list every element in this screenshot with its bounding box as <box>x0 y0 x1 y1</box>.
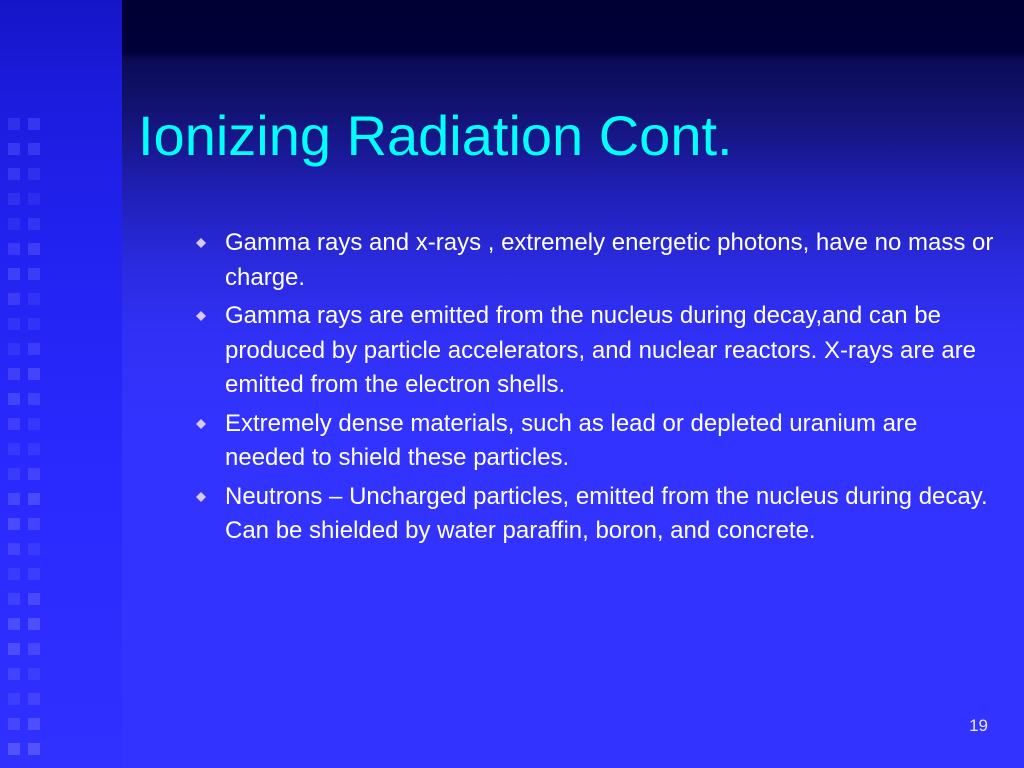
decorative-square <box>28 293 40 305</box>
decorative-square <box>8 193 20 205</box>
decorative-square <box>28 668 40 680</box>
decorative-square <box>28 618 40 630</box>
decorative-square <box>28 693 40 705</box>
decorative-square <box>8 668 20 680</box>
decorative-square <box>8 168 20 180</box>
decorative-square <box>28 493 40 505</box>
bullet-item <box>194 299 998 403</box>
decorative-square <box>8 543 20 555</box>
decorative-square <box>28 168 40 180</box>
decorative-square <box>8 368 20 380</box>
decorative-square <box>28 568 40 580</box>
decorative-square <box>8 443 20 455</box>
decorative-square-grid <box>0 118 40 768</box>
decorative-square <box>28 218 40 230</box>
decorative-square <box>8 418 20 430</box>
decorative-square <box>8 468 20 480</box>
bullet-text: Neutrons – Uncharged particles, emitted from the nucleus during decay. Can be shielded by water paraffin, boron, and concrete. <box>225 482 988 544</box>
decorative-square <box>8 493 20 505</box>
decorative-square <box>28 368 40 380</box>
decorative-square <box>8 593 20 605</box>
diamond-bullet-icon <box>196 311 206 321</box>
decorative-square <box>8 518 20 530</box>
decorative-square <box>8 293 20 305</box>
decorative-square <box>28 243 40 255</box>
decorative-square <box>28 318 40 330</box>
decorative-square <box>8 218 20 230</box>
decorative-square <box>8 343 20 355</box>
left-decorative-panel <box>0 0 122 768</box>
decorative-square <box>28 468 40 480</box>
bullet-item <box>194 226 998 295</box>
diamond-bullet-icon <box>196 238 206 248</box>
slide-number: 19 <box>969 716 988 735</box>
decorative-square <box>28 268 40 280</box>
bullet-list <box>194 226 998 553</box>
decorative-square <box>8 318 20 330</box>
decorative-square <box>8 618 20 630</box>
decorative-square <box>28 593 40 605</box>
bullet-item <box>194 407 998 476</box>
decorative-square <box>28 743 40 755</box>
decorative-square <box>28 343 40 355</box>
decorative-square <box>8 643 20 655</box>
decorative-square <box>8 393 20 405</box>
decorative-square <box>28 118 40 130</box>
decorative-square <box>8 243 20 255</box>
decorative-square <box>8 693 20 705</box>
slide-title: Ionizing Radiation Cont. <box>138 104 733 167</box>
decorative-square <box>28 418 40 430</box>
decorative-square <box>8 568 20 580</box>
decorative-square <box>8 118 20 130</box>
bullet-item <box>194 480 998 549</box>
decorative-square <box>28 643 40 655</box>
decorative-square <box>8 718 20 730</box>
diamond-bullet-icon <box>196 492 206 502</box>
decorative-square <box>28 518 40 530</box>
decorative-square <box>28 718 40 730</box>
decorative-square <box>28 193 40 205</box>
bullet-text: Extremely dense materials, such as lead or depleted uranium are needed to shield these particles. <box>225 409 918 471</box>
decorative-square <box>8 268 20 280</box>
decorative-square <box>28 393 40 405</box>
decorative-square <box>28 543 40 555</box>
decorative-square <box>28 443 40 455</box>
decorative-square <box>28 143 40 155</box>
bullet-text: Gamma rays are emitted from the nucleus during decay,and can be produced by particle accelerators, and nuclear reactors. X-rays are are emitted from the electron shells. <box>225 302 977 398</box>
diamond-bullet-icon <box>196 419 206 429</box>
decorative-square <box>8 743 20 755</box>
decorative-square <box>8 143 20 155</box>
bullet-text: Gamma rays and x-rays , extremely energetic photons, have no mass or charge. <box>225 229 994 291</box>
